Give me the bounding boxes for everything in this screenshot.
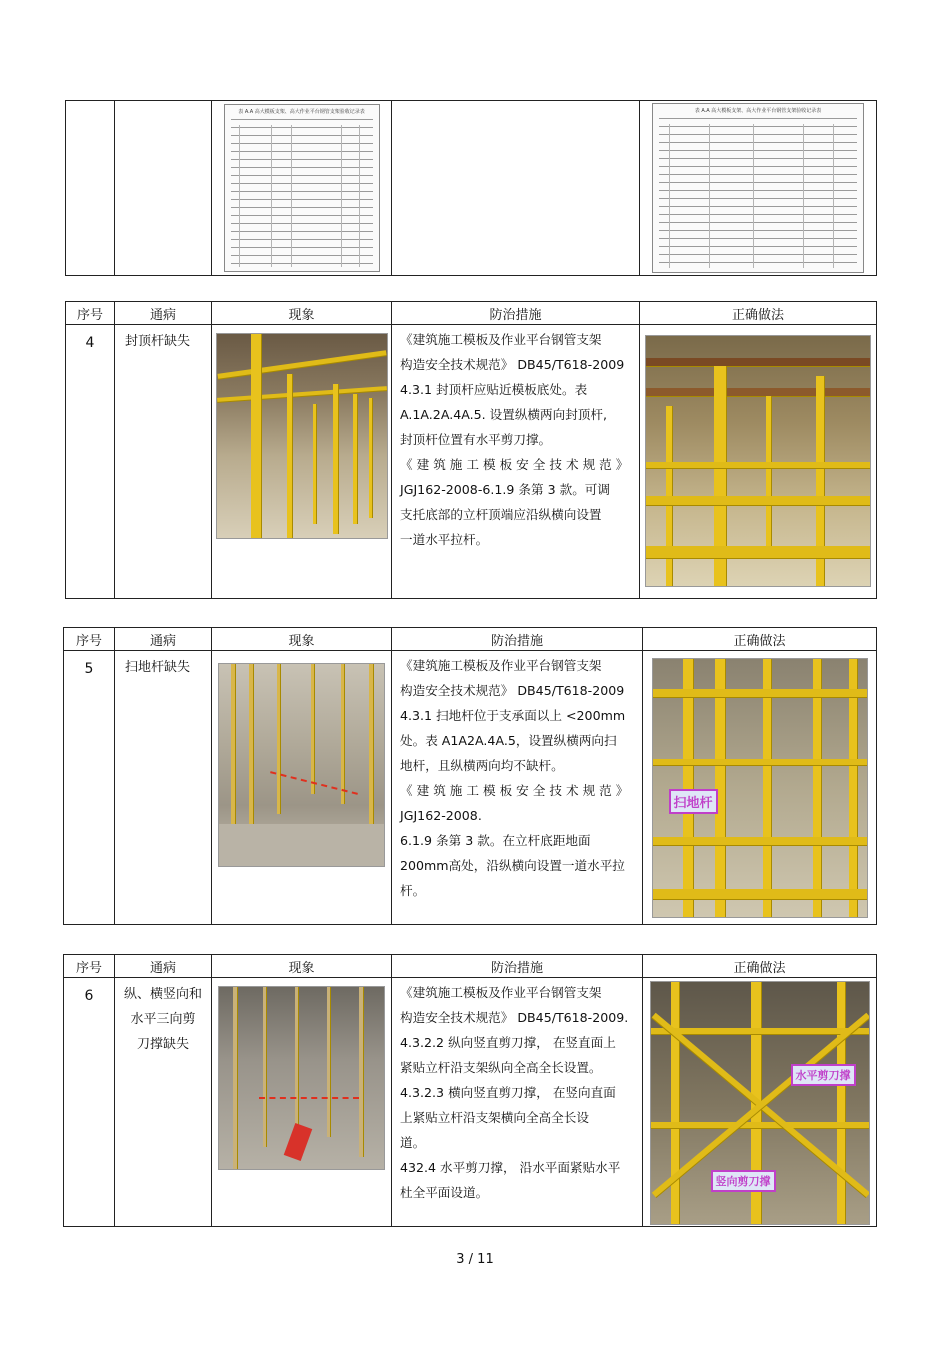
- measure-line: 200mm高处，沿纵横向设置一道水平拉: [400, 858, 625, 873]
- measures-cell: [392, 978, 643, 1227]
- phenomenon-photo: [218, 663, 385, 867]
- table-row-5: [63, 627, 877, 925]
- header-issue: 通病: [115, 302, 212, 325]
- measures-cell: [392, 325, 640, 599]
- phenomenon-photo: [218, 986, 385, 1170]
- measure-line: 构造安全技术规范》 DB45/T618-2009: [400, 357, 625, 372]
- measure-line: 上紧贴立杆沿支架横向全高全长设: [400, 1110, 589, 1125]
- header-measures: 防治措施: [392, 955, 643, 978]
- issue-cell: [115, 651, 212, 925]
- correct-photo: [650, 981, 870, 1225]
- measure-line: 支托底部的立杆顶端应沿纵横向设置: [400, 507, 602, 522]
- issue-cell: [115, 325, 212, 599]
- measure-line: 处。表 A1A2A.4A.5，设置纵横两向扫: [400, 733, 617, 748]
- row-number: 5: [64, 651, 115, 925]
- measure-line: 《建筑施工模板及作业平台钢管支架: [400, 985, 602, 1000]
- row-number: 4: [66, 325, 115, 599]
- measure-line: 紧贴立杆沿支架纵向全高全长设置。: [400, 1060, 602, 1075]
- measure-line: JGJ162-2008-6.1.9 条第 3 款。可调: [400, 482, 610, 497]
- form-title-right: 表 A.A 高大模板支架、高大作业平台钢管支架验收记录表: [694, 108, 822, 114]
- header-no: 序号: [64, 628, 115, 651]
- measure-line: 一道水平拉杆。: [400, 532, 489, 547]
- header-no: 序号: [66, 302, 115, 325]
- inspection-form-image-right: [652, 103, 864, 273]
- measure-line: 4.3.1 扫地杆位于支承面以上 <200mm: [400, 708, 626, 723]
- correct-cell: [643, 978, 877, 1227]
- header-issue: 通病: [115, 628, 212, 651]
- scaffold-label-horizontal-brace: 水平剪刀撑: [791, 1064, 856, 1086]
- top-cell-form-left: [212, 101, 392, 276]
- scaffold-label-vertical-brace: 竖向剪刀撑: [711, 1170, 776, 1192]
- form-title-left: 表 A.A 高大模板支架、高大作业平台钢管支架验收记录表: [238, 109, 365, 115]
- header-issue: 通病: [115, 955, 212, 978]
- top-partial-table: [65, 100, 877, 276]
- header-correct: 正确做法: [643, 628, 877, 651]
- page-number: 3 / 11: [456, 1252, 494, 1267]
- issue-line: 封顶杆缺失: [125, 334, 191, 349]
- measure-line: 《建筑施工模板及作业平台钢管支架: [400, 332, 602, 347]
- measure-line: 4.3.2.2 纵向竖直剪刀撑， 在竖直面上: [400, 1035, 616, 1050]
- measure-line: 杆。: [400, 883, 426, 898]
- header-phenomenon: 现象: [212, 302, 392, 325]
- correct-cell: [640, 325, 877, 599]
- measure-line: 《 建 筑 施 工 模 板 安 全 技 术 规 范 》: [400, 783, 629, 798]
- table-row-6: [63, 954, 877, 1227]
- top-cell-measures: [392, 101, 640, 276]
- scaffold-label-sweeping-pole: 扫地杆: [669, 789, 718, 814]
- header-row: [64, 628, 877, 651]
- header-correct: 正确做法: [640, 302, 877, 325]
- header-row: [66, 302, 877, 325]
- top-cell-form-right: [640, 101, 877, 276]
- top-cell-issue: [115, 101, 212, 276]
- header-no: 序号: [64, 955, 115, 978]
- row-number: 6: [64, 978, 115, 1227]
- header-phenomenon: 现象: [212, 628, 392, 651]
- measure-line: 4.3.1 封顶杆应贴近模板底处。表: [400, 382, 588, 397]
- correct-photo: [645, 335, 871, 587]
- inspection-form-image-left: [224, 104, 380, 272]
- issue-line: 纵、横竖向和: [123, 987, 202, 1002]
- header-row: [64, 955, 877, 978]
- measures-cell: [392, 651, 643, 925]
- correct-photo: [652, 658, 868, 918]
- measure-line: 地杆，且纵横两向均不缺杆。: [400, 758, 564, 773]
- header-phenomenon: 现象: [212, 955, 392, 978]
- issue-cell: [115, 978, 212, 1227]
- measure-line: 杜全平面设道。: [400, 1185, 489, 1200]
- measure-line: 《建筑施工模板及作业平台钢管支架: [400, 658, 602, 673]
- phenomenon-photo: [216, 333, 388, 539]
- header-measures: 防治措施: [392, 302, 640, 325]
- measure-line: 《 建 筑 施 工 模 板 安 全 技 术 规 范 》: [400, 457, 629, 472]
- measure-line: 4.3.2.3 横向竖直剪刀撑， 在竖向直面: [400, 1085, 616, 1100]
- measure-line: A.1A.2A.4A.5. 设置纵横两向封顶杆,: [400, 407, 607, 422]
- measure-line: 432.4 水平剪刀撑， 沿水平面紧贴水平: [400, 1160, 621, 1175]
- measure-line: 构造安全技术规范》 DB45/T618-2009: [400, 683, 625, 698]
- measure-line: 6.1.9 条第 3 款。在立杆底距地面: [400, 833, 591, 848]
- issue-line: 扫地杆缺失: [125, 660, 191, 675]
- issue-line: 水平三向剪: [130, 1012, 196, 1027]
- measure-line: 构造安全技术规范》 DB45/T618-2009.: [400, 1010, 629, 1025]
- measure-line: 道。: [400, 1135, 426, 1150]
- measure-line: 封顶杆位置有水平剪刀撑。: [400, 432, 552, 447]
- issue-line: 刀撑缺失: [136, 1037, 189, 1052]
- top-cell-no: [66, 101, 115, 276]
- phenomenon-cell: [212, 978, 392, 1227]
- header-correct: 正确做法: [643, 955, 877, 978]
- phenomenon-cell: [212, 651, 392, 925]
- header-measures: 防治措施: [392, 628, 643, 651]
- correct-cell: [643, 651, 877, 925]
- table-row-4: [65, 301, 877, 599]
- measure-line: JGJ162-2008.: [400, 808, 482, 823]
- phenomenon-cell: [212, 325, 392, 599]
